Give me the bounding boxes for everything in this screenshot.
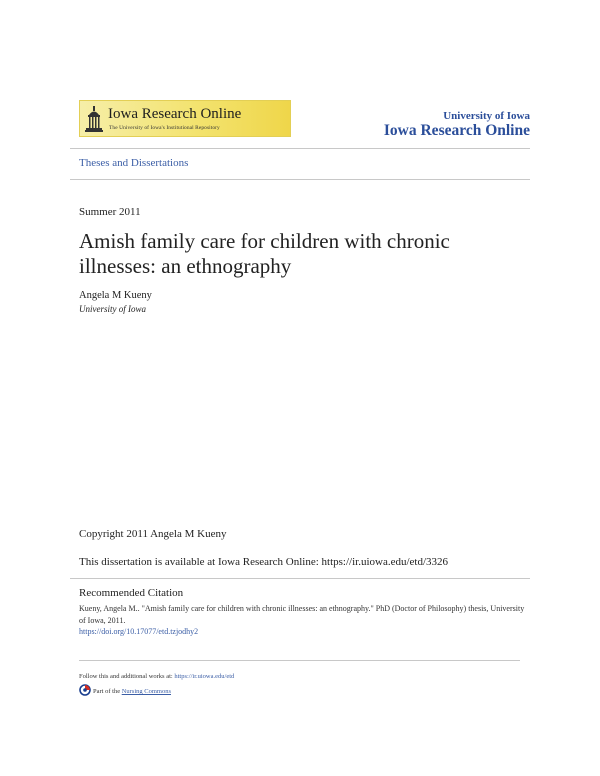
- partof-prefix: Part of the: [93, 688, 122, 695]
- citation-divider: [70, 578, 530, 579]
- author-name: Angela M Kueny: [79, 290, 152, 301]
- partof-line: [93, 688, 171, 695]
- follow-link[interactable]: https://ir.uiowa.edu/etd: [174, 673, 235, 680]
- collection-link[interactable]: Theses and Dissertations: [79, 157, 189, 169]
- capitol-building-icon: [85, 106, 103, 133]
- availability-statement: This dissertation is available at Iowa Research Online: https://ir.uiowa.edu/etd/3326: [79, 556, 449, 568]
- doi-link[interactable]: https://doi.org/10.17077/etd.tzjodhy2: [79, 627, 199, 636]
- author-affiliation: University of Iowa: [79, 304, 146, 314]
- copyright-notice: Copyright 2011 Angela M Kueny: [79, 528, 227, 540]
- university-name-link[interactable]: University of Iowa: [443, 110, 530, 122]
- nursing-commons-link[interactable]: Nursing Commons: [121, 688, 171, 695]
- commons-network-icon: [79, 684, 91, 696]
- citation-heading: Recommended Citation: [79, 587, 184, 599]
- collection-divider: [70, 179, 530, 180]
- follow-prefix: Follow this and additional works at:: [79, 673, 175, 680]
- banner-title: Iowa Research Online: [108, 106, 242, 122]
- repository-name-link[interactable]: Iowa Research Online: [383, 122, 530, 139]
- header-divider: [70, 148, 530, 149]
- follow-line: [79, 673, 234, 680]
- iro-banner-logo[interactable]: [79, 100, 291, 137]
- document-title: Amish family care for children with chronic illnesses: an ethnography: [79, 229, 450, 278]
- citation-text: Kueny, Angela M.. "Amish family care for children with chronic illnesses: an ethnography." PhD (Doctor of Philosophy) thesis, University of Iowa, 2011.: [79, 604, 525, 625]
- footer-divider: [79, 660, 520, 661]
- publication-date: Summer 2011: [79, 206, 141, 218]
- banner-subtitle: The University of Iowa's Institutional Repository: [109, 125, 220, 131]
